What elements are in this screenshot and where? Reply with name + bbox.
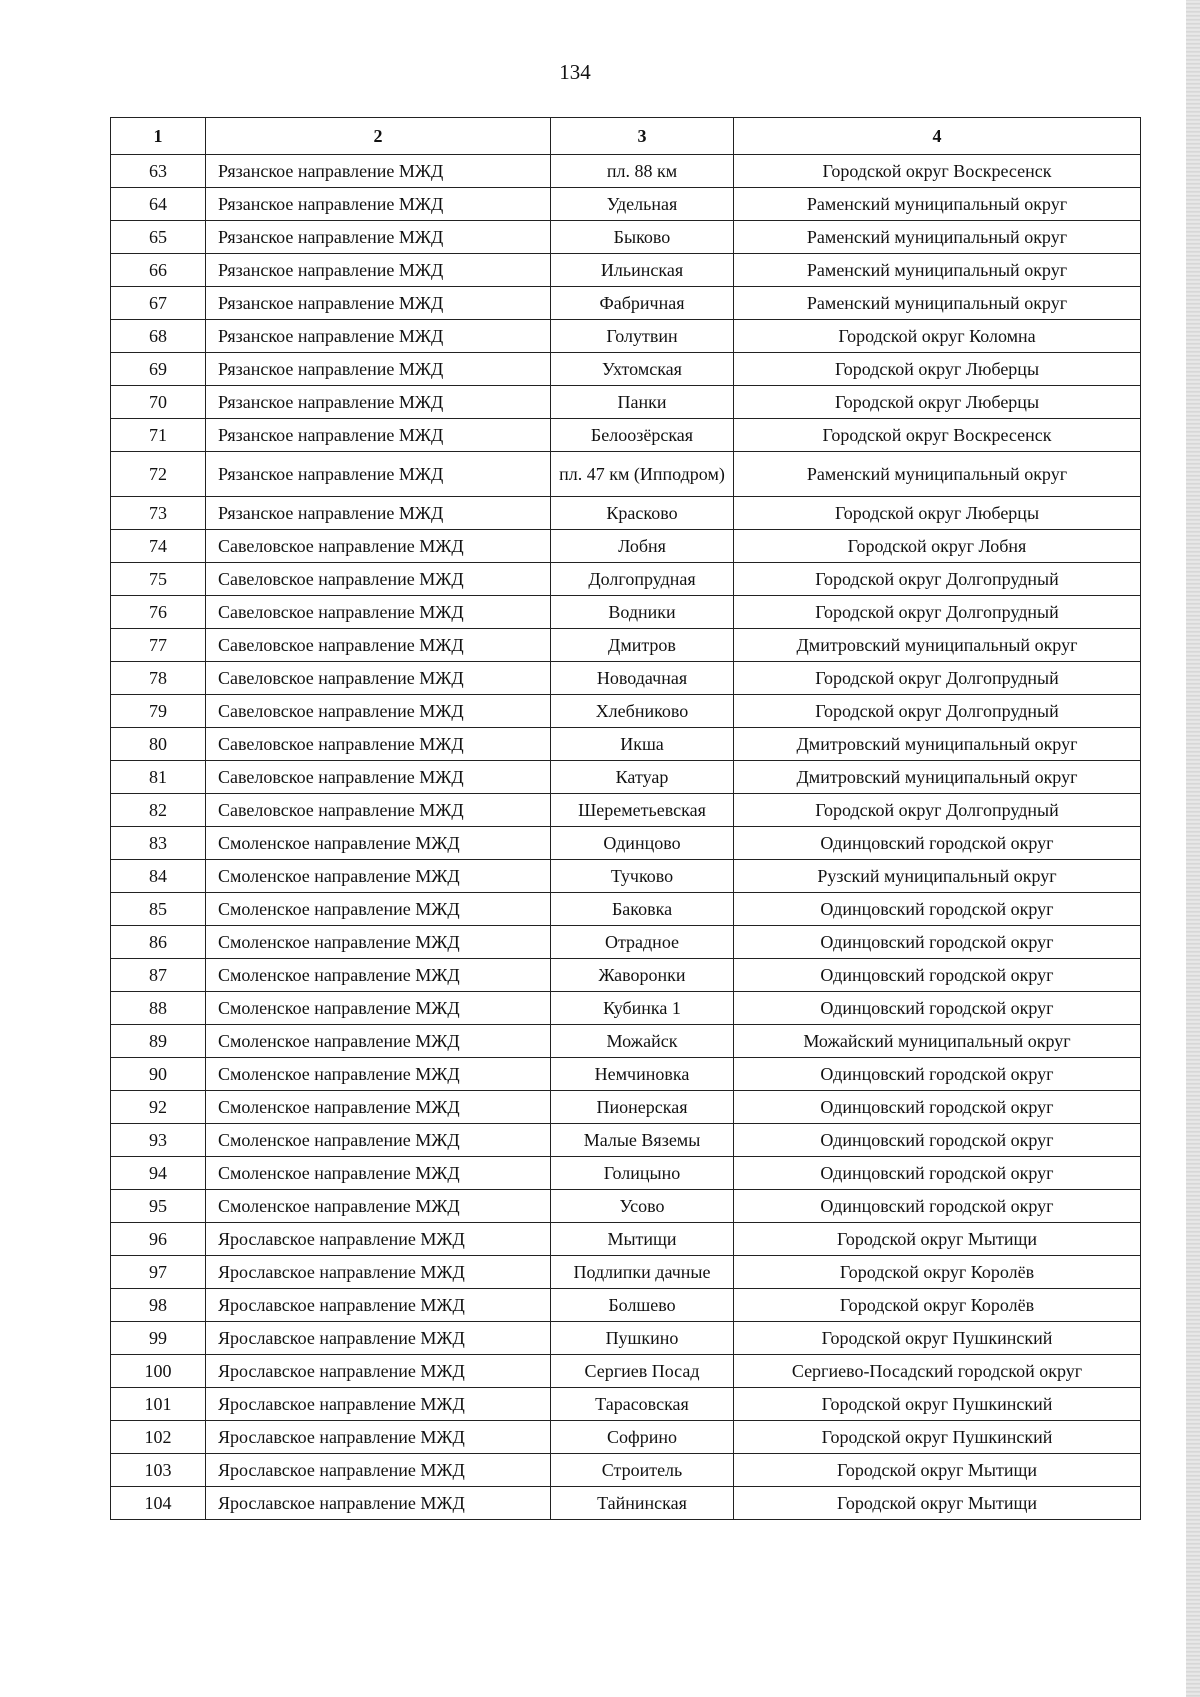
table-row	[111, 155, 1141, 188]
district-cell: Городской округ Мытищи	[734, 1223, 1141, 1256]
row-number-cell: 73	[111, 497, 206, 530]
direction-cell: Савеловское направление МЖД	[206, 695, 551, 728]
station-cell: Тарасовская	[551, 1388, 734, 1421]
row-number-cell: 74	[111, 530, 206, 563]
station-cell: Быково	[551, 221, 734, 254]
district-cell: Одинцовский городской округ	[734, 827, 1141, 860]
district-cell: Одинцовский городской округ	[734, 1124, 1141, 1157]
row-number-cell: 64	[111, 188, 206, 221]
table-row	[111, 221, 1141, 254]
direction-cell: Рязанское направление МЖД	[206, 353, 551, 386]
station-cell: Можайск	[551, 1025, 734, 1058]
table-row	[111, 1454, 1141, 1487]
direction-cell: Ярославское направление МЖД	[206, 1355, 551, 1388]
table-row	[111, 254, 1141, 287]
table-row	[111, 563, 1141, 596]
district-cell: Городской округ Лобня	[734, 530, 1141, 563]
direction-cell: Рязанское направление МЖД	[206, 221, 551, 254]
direction-cell: Рязанское направление МЖД	[206, 386, 551, 419]
district-cell: Городской округ Долгопрудный	[734, 695, 1141, 728]
station-cell: Софрино	[551, 1421, 734, 1454]
district-cell: Городской округ Долгопрудный	[734, 563, 1141, 596]
station-cell: Дмитров	[551, 629, 734, 662]
district-cell: Городской округ Мытищи	[734, 1454, 1141, 1487]
district-cell: Одинцовский городской округ	[734, 992, 1141, 1025]
station-cell: Болшево	[551, 1289, 734, 1322]
station-cell: Строитель	[551, 1454, 734, 1487]
station-cell: Красково	[551, 497, 734, 530]
table-row	[111, 959, 1141, 992]
table-row	[111, 893, 1141, 926]
row-number-cell: 92	[111, 1091, 206, 1124]
district-cell: Дмитровский муниципальный округ	[734, 728, 1141, 761]
header-col-1: 1	[111, 118, 206, 155]
direction-cell: Смоленское направление МЖД	[206, 893, 551, 926]
row-number-cell: 81	[111, 761, 206, 794]
row-number-cell: 68	[111, 320, 206, 353]
district-cell: Раменский муниципальный округ	[734, 188, 1141, 221]
page-number: 134	[559, 60, 591, 84]
station-cell: Икша	[551, 728, 734, 761]
table-row	[111, 353, 1141, 386]
row-number-cell: 63	[111, 155, 206, 188]
direction-cell: Ярославское направление МЖД	[206, 1322, 551, 1355]
station-cell: Долгопрудная	[551, 563, 734, 596]
station-cell: Усово	[551, 1190, 734, 1223]
direction-cell: Савеловское направление МЖД	[206, 563, 551, 596]
direction-cell: Савеловское направление МЖД	[206, 761, 551, 794]
district-cell: Одинцовский городской округ	[734, 893, 1141, 926]
row-number-cell: 95	[111, 1190, 206, 1223]
district-cell: Можайский муниципальный округ	[734, 1025, 1141, 1058]
district-cell: Городской округ Долгопрудный	[734, 794, 1141, 827]
table-row	[111, 860, 1141, 893]
direction-cell: Смоленское направление МЖД	[206, 860, 551, 893]
district-cell: Раменский муниципальный округ	[734, 452, 1141, 497]
station-cell: Немчиновка	[551, 1058, 734, 1091]
station-cell: Одинцово	[551, 827, 734, 860]
table-row	[111, 1355, 1141, 1388]
direction-cell: Рязанское направление МЖД	[206, 155, 551, 188]
direction-cell: Савеловское направление МЖД	[206, 794, 551, 827]
row-number-cell: 85	[111, 893, 206, 926]
direction-cell: Савеловское направление МЖД	[206, 596, 551, 629]
district-cell: Городской округ Пушкинский	[734, 1421, 1141, 1454]
station-cell: Жаворонки	[551, 959, 734, 992]
station-cell: Сергиев Посад	[551, 1355, 734, 1388]
table-row	[111, 629, 1141, 662]
row-number-cell: 65	[111, 221, 206, 254]
district-cell: Городской округ Воскресенск	[734, 155, 1141, 188]
row-number-cell: 84	[111, 860, 206, 893]
district-cell: Городской округ Королёв	[734, 1256, 1141, 1289]
row-number-cell: 83	[111, 827, 206, 860]
direction-cell: Смоленское направление МЖД	[206, 959, 551, 992]
row-number-cell: 71	[111, 419, 206, 452]
row-number-cell: 86	[111, 926, 206, 959]
table-row	[111, 419, 1141, 452]
direction-cell: Рязанское направление МЖД	[206, 497, 551, 530]
district-cell: Городской округ Пушкинский	[734, 1388, 1141, 1421]
station-cell: Лобня	[551, 530, 734, 563]
row-number-cell: 94	[111, 1157, 206, 1190]
station-cell: Пушкино	[551, 1322, 734, 1355]
row-number-cell: 72	[111, 452, 206, 497]
table-row	[111, 794, 1141, 827]
station-cell: Голутвин	[551, 320, 734, 353]
station-cell: Хлебниково	[551, 695, 734, 728]
direction-cell: Ярославское направление МЖД	[206, 1487, 551, 1520]
district-cell: Городской округ Пушкинский	[734, 1322, 1141, 1355]
direction-cell: Смоленское направление МЖД	[206, 827, 551, 860]
direction-cell: Савеловское направление МЖД	[206, 728, 551, 761]
station-cell: Тайнинская	[551, 1487, 734, 1520]
row-number-cell: 98	[111, 1289, 206, 1322]
direction-cell: Рязанское направление МЖД	[206, 452, 551, 497]
station-cell: Мытищи	[551, 1223, 734, 1256]
district-cell: Одинцовский городской округ	[734, 1157, 1141, 1190]
row-number-cell: 88	[111, 992, 206, 1025]
row-number-cell: 70	[111, 386, 206, 419]
direction-cell: Савеловское направление МЖД	[206, 629, 551, 662]
row-number-cell: 82	[111, 794, 206, 827]
direction-cell: Смоленское направление МЖД	[206, 1190, 551, 1223]
district-cell: Раменский муниципальный округ	[734, 254, 1141, 287]
station-cell: Ильинская	[551, 254, 734, 287]
district-cell: Городской округ Коломна	[734, 320, 1141, 353]
district-cell: Одинцовский городской округ	[734, 1190, 1141, 1223]
direction-cell: Смоленское направление МЖД	[206, 1157, 551, 1190]
table-row	[111, 926, 1141, 959]
table-row	[111, 1025, 1141, 1058]
station-cell: Фабричная	[551, 287, 734, 320]
direction-cell: Савеловское направление МЖД	[206, 530, 551, 563]
row-number-cell: 89	[111, 1025, 206, 1058]
table-row	[111, 1124, 1141, 1157]
district-cell: Дмитровский муниципальный округ	[734, 761, 1141, 794]
district-cell: Одинцовский городской округ	[734, 926, 1141, 959]
table-row	[111, 1157, 1141, 1190]
district-cell: Городской округ Долгопрудный	[734, 662, 1141, 695]
row-number-cell: 101	[111, 1388, 206, 1421]
station-cell: Шереметьевская	[551, 794, 734, 827]
table-row	[111, 386, 1141, 419]
district-cell: Дмитровский муниципальный округ	[734, 629, 1141, 662]
header-col-3: 3	[551, 118, 734, 155]
direction-cell: Ярославское направление МЖД	[206, 1289, 551, 1322]
direction-cell: Рязанское направление МЖД	[206, 320, 551, 353]
direction-cell: Рязанское направление МЖД	[206, 188, 551, 221]
direction-cell: Савеловское направление МЖД	[206, 662, 551, 695]
station-cell: пл. 47 км (Ипподром)	[551, 452, 734, 497]
row-number-cell: 76	[111, 596, 206, 629]
row-number-cell: 67	[111, 287, 206, 320]
direction-cell: Ярославское направление МЖД	[206, 1454, 551, 1487]
direction-cell: Смоленское направление МЖД	[206, 1091, 551, 1124]
station-cell: Голицыно	[551, 1157, 734, 1190]
district-cell: Городской округ Воскресенск	[734, 419, 1141, 452]
station-cell: Катуар	[551, 761, 734, 794]
district-cell: Городской округ Люберцы	[734, 353, 1141, 386]
row-number-cell: 104	[111, 1487, 206, 1520]
station-cell: Белоозёрская	[551, 419, 734, 452]
station-cell: Баковка	[551, 893, 734, 926]
scan-edge-shadow	[1186, 0, 1200, 1697]
station-cell: Водники	[551, 596, 734, 629]
station-cell: Удельная	[551, 188, 734, 221]
district-cell: Городской округ Люберцы	[734, 386, 1141, 419]
district-cell: Городской округ Долгопрудный	[734, 596, 1141, 629]
table-row	[111, 761, 1141, 794]
station-cell: Кубинка 1	[551, 992, 734, 1025]
table-row	[111, 1322, 1141, 1355]
header-row	[111, 118, 1141, 155]
table-row	[111, 1487, 1141, 1520]
station-cell: Новодачная	[551, 662, 734, 695]
row-number-cell: 79	[111, 695, 206, 728]
table-row	[111, 497, 1141, 530]
row-number-cell: 100	[111, 1355, 206, 1388]
district-cell: Одинцовский городской округ	[734, 1058, 1141, 1091]
direction-cell: Ярославское направление МЖД	[206, 1256, 551, 1289]
station-cell: Пионерская	[551, 1091, 734, 1124]
station-cell: пл. 88 км	[551, 155, 734, 188]
table-row	[111, 827, 1141, 860]
table-row	[111, 695, 1141, 728]
table-row	[111, 188, 1141, 221]
station-cell: Подлипки дачные	[551, 1256, 734, 1289]
station-cell: Панки	[551, 386, 734, 419]
table-row	[111, 320, 1141, 353]
table-row	[111, 1058, 1141, 1091]
row-number-cell: 80	[111, 728, 206, 761]
station-cell: Ухтомская	[551, 353, 734, 386]
direction-cell: Рязанское направление МЖД	[206, 287, 551, 320]
table-row	[111, 1256, 1141, 1289]
station-cell: Малые Вяземы	[551, 1124, 734, 1157]
direction-cell: Рязанское направление МЖД	[206, 254, 551, 287]
stations-table	[110, 117, 1141, 1520]
row-number-cell: 87	[111, 959, 206, 992]
direction-cell: Смоленское направление МЖД	[206, 1025, 551, 1058]
table-row	[111, 1421, 1141, 1454]
direction-cell: Смоленское направление МЖД	[206, 926, 551, 959]
row-number-cell: 99	[111, 1322, 206, 1355]
row-number-cell: 78	[111, 662, 206, 695]
direction-cell: Смоленское направление МЖД	[206, 1058, 551, 1091]
table-row	[111, 662, 1141, 695]
table-row	[111, 1091, 1141, 1124]
row-number-cell: 93	[111, 1124, 206, 1157]
row-number-cell: 75	[111, 563, 206, 596]
table-body	[111, 155, 1141, 1520]
district-cell: Раменский муниципальный округ	[734, 287, 1141, 320]
station-cell: Отрадное	[551, 926, 734, 959]
station-cell: Тучково	[551, 860, 734, 893]
district-cell: Одинцовский городской округ	[734, 959, 1141, 992]
table-row	[111, 530, 1141, 563]
row-number-cell: 97	[111, 1256, 206, 1289]
row-number-cell: 96	[111, 1223, 206, 1256]
table-row	[111, 452, 1141, 497]
table-row	[111, 1388, 1141, 1421]
district-cell: Сергиево-Посадский городской округ	[734, 1355, 1141, 1388]
district-cell: Городской округ Мытищи	[734, 1487, 1141, 1520]
row-number-cell: 69	[111, 353, 206, 386]
direction-cell: Ярославское направление МЖД	[206, 1388, 551, 1421]
table-header	[111, 118, 1141, 155]
district-cell: Городской округ Королёв	[734, 1289, 1141, 1322]
direction-cell: Ярославское направление МЖД	[206, 1421, 551, 1454]
header-col-2: 2	[206, 118, 551, 155]
table-row	[111, 287, 1141, 320]
table-row	[111, 992, 1141, 1025]
district-cell: Раменский муниципальный округ	[734, 221, 1141, 254]
table-row	[111, 596, 1141, 629]
district-cell: Городской округ Люберцы	[734, 497, 1141, 530]
table-row	[111, 1190, 1141, 1223]
direction-cell: Ярославское направление МЖД	[206, 1223, 551, 1256]
row-number-cell: 103	[111, 1454, 206, 1487]
row-number-cell: 90	[111, 1058, 206, 1091]
row-number-cell: 102	[111, 1421, 206, 1454]
table-row	[111, 1289, 1141, 1322]
direction-cell: Рязанское направление МЖД	[206, 419, 551, 452]
row-number-cell: 66	[111, 254, 206, 287]
stations-table-container	[110, 117, 1141, 1520]
direction-cell: Смоленское направление МЖД	[206, 992, 551, 1025]
district-cell: Рузский муниципальный округ	[734, 860, 1141, 893]
table-row	[111, 728, 1141, 761]
direction-cell: Смоленское направление МЖД	[206, 1124, 551, 1157]
table-row	[111, 1223, 1141, 1256]
header-col-4: 4	[734, 118, 1141, 155]
district-cell: Одинцовский городской округ	[734, 1091, 1141, 1124]
row-number-cell: 77	[111, 629, 206, 662]
